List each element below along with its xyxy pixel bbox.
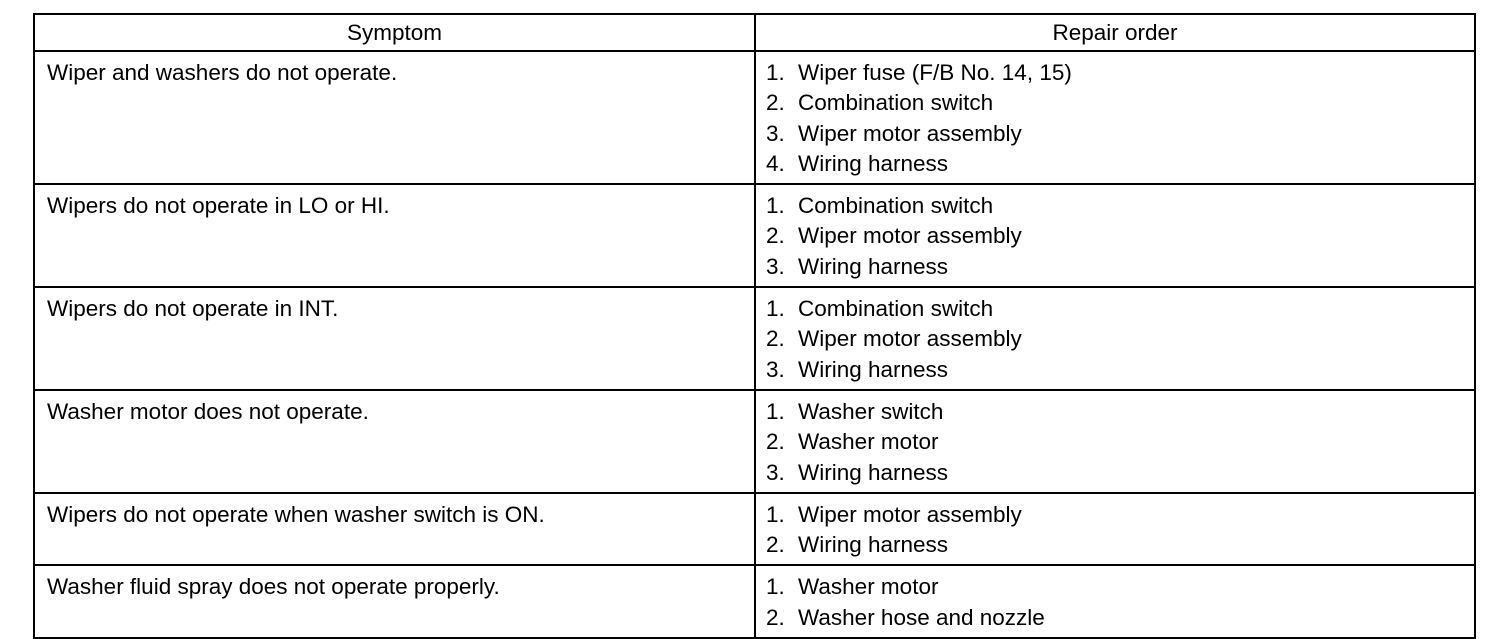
repair-step bbox=[766, 355, 1464, 385]
table-row bbox=[34, 51, 1475, 184]
repair-step-text: Wiper motor assembly bbox=[798, 120, 1022, 146]
repair-step bbox=[766, 530, 1464, 560]
repair-step bbox=[766, 572, 1464, 602]
repair-step bbox=[766, 500, 1464, 530]
repair-step-text: Washer motor bbox=[798, 429, 939, 455]
table-header bbox=[34, 14, 1475, 51]
repair-step-text: Washer hose and nozzle bbox=[798, 604, 1045, 630]
repair-step bbox=[766, 58, 1464, 88]
table-row bbox=[34, 287, 1475, 390]
repair-step bbox=[766, 149, 1464, 179]
header-row bbox=[34, 14, 1475, 51]
table-row bbox=[34, 390, 1475, 493]
repair-step-text: Wiper motor assembly bbox=[798, 326, 1022, 352]
symptom-cell: Wipers do not operate when washer switch is ON. bbox=[34, 493, 755, 566]
repair-step bbox=[766, 221, 1464, 251]
repair-step-number: 2. bbox=[766, 604, 785, 630]
table-row bbox=[34, 565, 1475, 638]
repair-step-text: Wiring harness bbox=[798, 356, 949, 382]
table-row bbox=[34, 493, 1475, 566]
repair-order-cell bbox=[755, 51, 1475, 184]
troubleshooting-table-wrapper bbox=[33, 13, 1474, 639]
repair-step-text: Combination switch bbox=[798, 90, 994, 116]
repair-step-number: 2. bbox=[766, 223, 785, 249]
repair-step-number: 1. bbox=[766, 501, 785, 527]
table-row bbox=[34, 184, 1475, 287]
repair-order-cell bbox=[755, 184, 1475, 287]
table-body bbox=[34, 51, 1475, 638]
repair-step bbox=[766, 397, 1464, 427]
repair-step-number: 2. bbox=[766, 429, 785, 455]
repair-order-cell bbox=[755, 390, 1475, 493]
repair-step-text: Wiper fuse (F/B No. 14, 15) bbox=[798, 60, 1072, 85]
repair-step-number: 1. bbox=[766, 296, 785, 322]
repair-step-number: 3. bbox=[766, 356, 785, 382]
repair-step-number: 1. bbox=[766, 398, 785, 424]
repair-step bbox=[766, 294, 1464, 324]
repair-order-column-header: Repair order bbox=[755, 14, 1475, 51]
repair-step-number: 2. bbox=[766, 532, 785, 558]
repair-step-text: Combination switch bbox=[798, 296, 994, 322]
repair-step-text: Wiring harness bbox=[798, 532, 949, 558]
repair-step-number: 1. bbox=[766, 60, 785, 85]
symptom-cell: Wipers do not operate in LO or HI. bbox=[34, 184, 755, 287]
repair-step bbox=[766, 88, 1464, 118]
troubleshooting-table bbox=[33, 13, 1476, 639]
repair-step bbox=[766, 191, 1464, 221]
symptom-cell: Washer motor does not operate. bbox=[34, 390, 755, 493]
repair-step-number: 3. bbox=[766, 253, 785, 279]
repair-step bbox=[766, 119, 1464, 149]
repair-step bbox=[766, 324, 1464, 354]
repair-step-number: 2. bbox=[766, 326, 785, 352]
repair-step-number: 3. bbox=[766, 120, 785, 146]
repair-step-text: Wiring harness bbox=[798, 253, 949, 279]
repair-step-text: Wiring harness bbox=[798, 459, 949, 485]
repair-step-number: 2. bbox=[766, 90, 785, 116]
repair-step bbox=[766, 252, 1464, 282]
repair-order-cell bbox=[755, 493, 1475, 566]
repair-step bbox=[766, 458, 1464, 488]
repair-step bbox=[766, 427, 1464, 457]
symptom-column-header: Symptom bbox=[34, 14, 755, 51]
repair-step-text: Combination switch bbox=[798, 193, 994, 219]
repair-step-text: Washer motor bbox=[798, 574, 939, 600]
symptom-cell: Wiper and washers do not operate. bbox=[34, 51, 755, 184]
repair-step-text: Wiper motor assembly bbox=[798, 223, 1022, 249]
repair-step-number: 4. bbox=[766, 150, 785, 176]
symptom-cell: Wipers do not operate in INT. bbox=[34, 287, 755, 390]
repair-step-number: 1. bbox=[766, 193, 785, 219]
repair-order-cell bbox=[755, 565, 1475, 638]
repair-step-text: Washer switch bbox=[798, 398, 944, 424]
repair-step bbox=[766, 603, 1464, 633]
repair-step-text: Wiper motor assembly bbox=[798, 501, 1022, 527]
repair-order-cell bbox=[755, 287, 1475, 390]
symptom-cell: Washer fluid spray does not operate properly. bbox=[34, 565, 755, 638]
repair-step-number: 1. bbox=[766, 574, 785, 600]
repair-step-number: 3. bbox=[766, 459, 785, 485]
repair-step-text: Wiring harness bbox=[798, 150, 949, 176]
